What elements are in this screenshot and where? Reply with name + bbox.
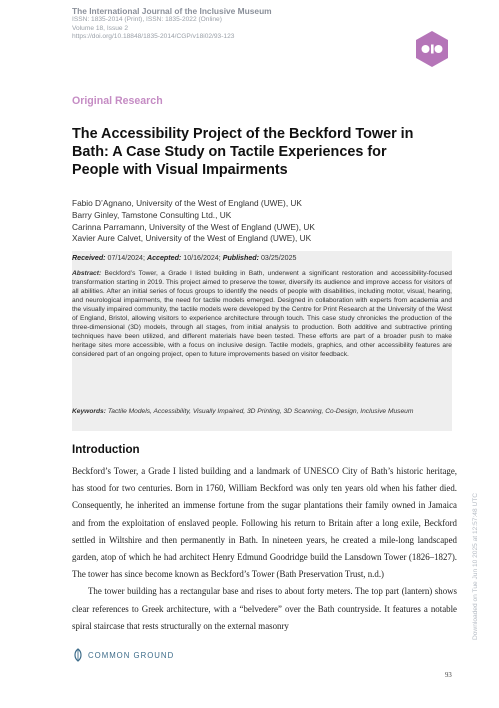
published-label: Published: [222,254,259,262]
abstract-label: Abstract: [72,270,102,277]
author-line: Fabio D’Agnano, University of the West of England (UWE), UK [72,198,302,208]
paragraph: The tower building has a rectangular base and rises to about forty meters. The top part (lantern) shows clear references to Greek architecture, with a “belvedere” over the Bath countryside. It features a notable spiral staircase that rests structurally on the external masonry [72,586,457,631]
journal-header [72,6,402,42]
accepted-date: 10/16/2024; [183,254,221,262]
journal-doi[interactable]: https://doi.org/10.18848/1835-2014/CGP/v18i02/93-123 [72,33,235,41]
section-label: Original Research [72,95,163,107]
author-line: Barry Ginley, Tamstone Consulting Ltd., UK [72,209,232,220]
accepted-label: Accepted: [146,254,182,262]
journal-title: The International Journal of the Inclusive Museum [72,6,272,16]
publisher-footer [72,648,174,662]
journal-volume: Volume 18, Issue 2 [72,24,129,32]
received-date: 07/14/2024; [107,254,145,262]
publisher-name: COMMON GROUND [88,650,175,660]
common-ground-logo-icon [72,648,84,662]
page-number: 93 [445,672,452,679]
received-label: Received: [72,254,106,262]
download-watermark: Downloaded on Tue Jun 10 2025 at 12:57:48 UTC [472,493,479,640]
section-heading: Introduction [72,443,140,456]
publication-dates [72,254,296,262]
keywords [72,408,452,417]
abstract-text: Beckford’s Tower, a Grade I listed building in Bath, underwent a significant restoration and accessibility-focused transformation starting in 2019. This project aimed to preserve the tower, diversify its audience and improve access for visitors of all abilities. After an initial series of focus groups to identify the needs of people with disabilities, including motor, visual, hearing, and neurological impairments, the need for tactile models emerged. Designed in collaboration with experts from academia and the visually impaired community, the tactile models were developed by the Centre for Print Research at the University of the West of England, Bristol, allowing visitors to experience architecture through touch. This case study chronicles the production of the three-dimensional (3D) models, through all stages, from initial analysis to production. Both additive and subtractive printing techniques have been utilized, and different materials have been tested. These efforts are part of a broader push to make heritage sites more accessible, with a focus on inclusive design. Tactile models, graphics, and other accessibility features are considered part of an ongoing project, open to future improvements based on visitor feedback. [72,270,452,358]
journal-issn: ISSN: 1835-2014 (Print), ISSN: 1835-2022 (Online) [72,16,222,23]
author-line: Carinna Parramann, University of the West of England (UWE), UK [72,221,315,232]
keywords-label: Keywords: [72,408,106,415]
journal-logo-icon [415,30,449,68]
paragraph: Beckford’s Tower, a Grade I listed building and a landmark of UNESCO City of Bath’s historic heritage, has stood for two centuries. Born in 1760, William Beckford was only ten years old when his father died. Consequently, he inherited an immense fortune from the sugar plantations their family owned in Jamaica and from the exploitation of enslaved people. Following his return to Britain after a long exile, Beckford settled in Wiltshire and then permanently in Bath. In nineteen years, he created a mile-long landscaped garden, atop of which he had architect Henry Edmund Goodridge build the Lansdown Tower (1826–1827). The tower has since become known as Beckford’s Tower (Bath Preservation Trust, n.d.) [72,466,457,580]
keywords-text: Tactile Models, Accessibility, Visually Impaired, 3D Printing, 3D Scanning, Co-Design, Inclusive Museum [107,408,414,415]
published-date: 03/25/2025 [260,254,297,262]
body-text [72,463,457,635]
author-line: Xavier Aure Calvet, University of the West of England (UWE), UK [72,233,312,244]
author-list [72,198,452,245]
abstract [72,270,452,360]
article-title: The Accessibility Project of the Beckford Tower in Bath: A Case Study on Tactile Experiences for People with Visual Impairments [72,126,414,178]
